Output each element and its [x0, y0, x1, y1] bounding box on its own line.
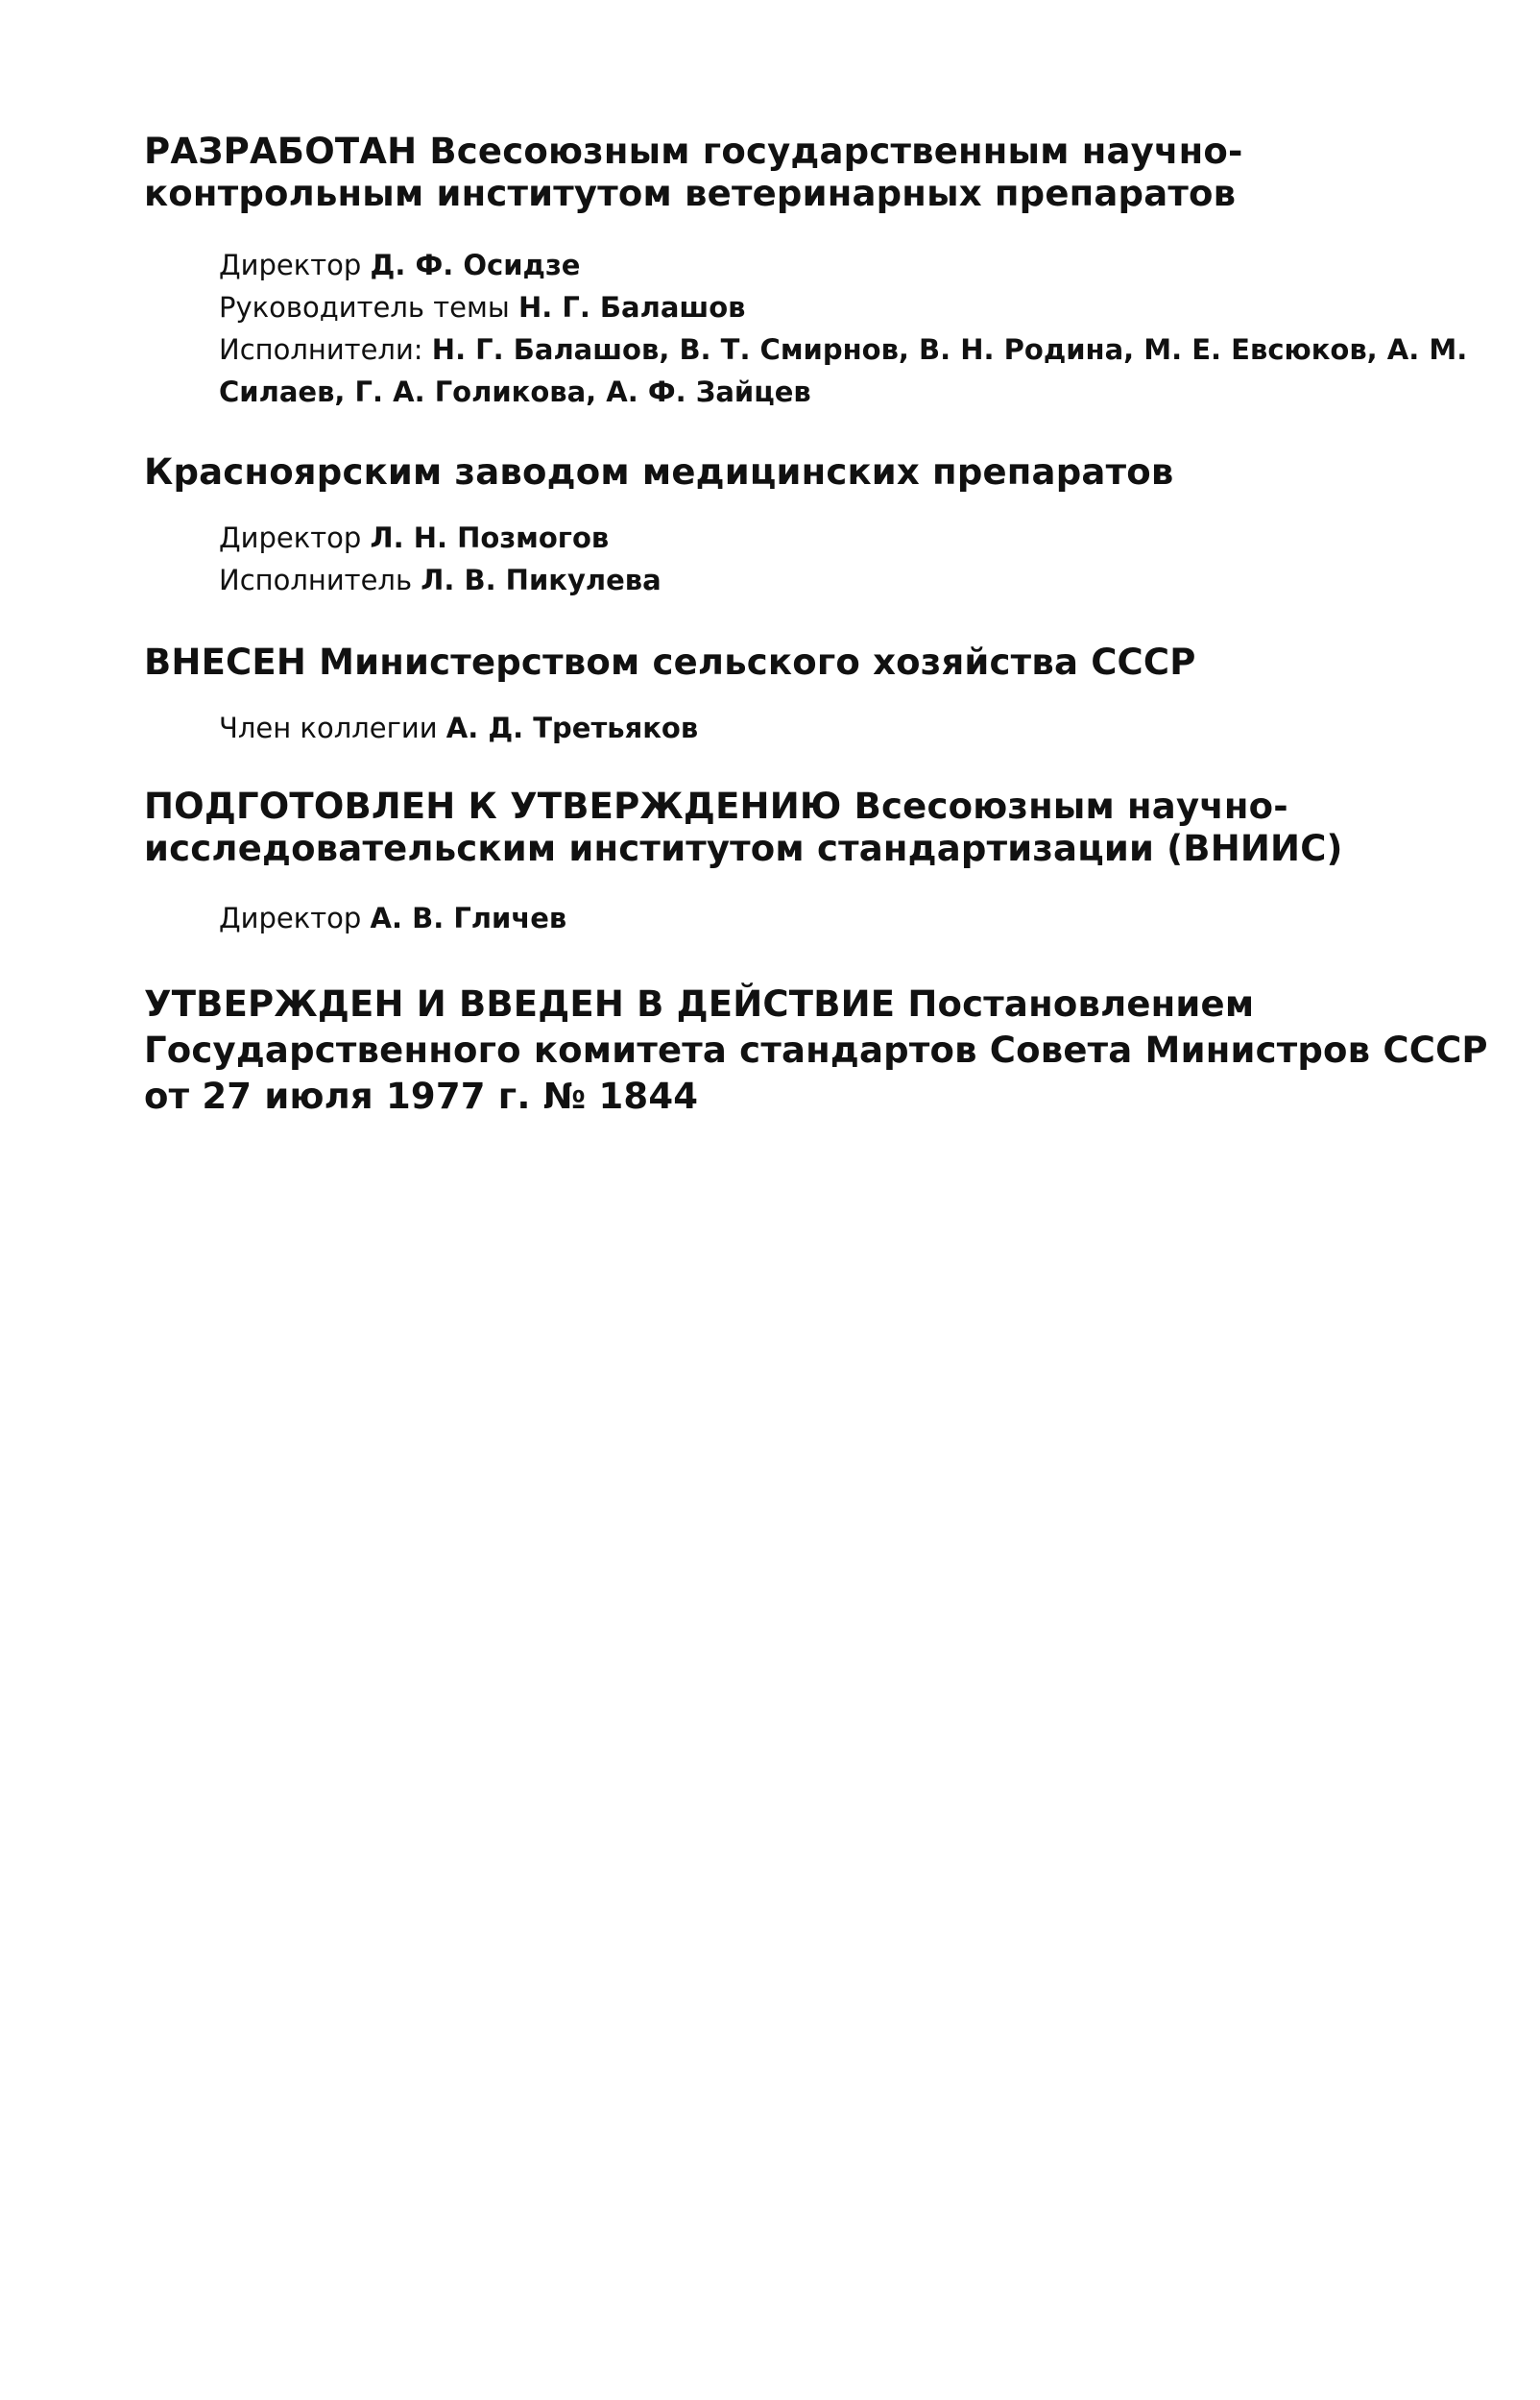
section-heading: [144, 642, 1488, 684]
section-heading: [144, 131, 1488, 215]
credit-line: [144, 707, 1488, 749]
credit-names: Л. В. Пикулева: [421, 564, 662, 596]
section-lead: ВНЕСЕН: [144, 642, 307, 683]
credit-label: Директор: [219, 249, 362, 281]
credit-label: Руководитель темы: [219, 291, 510, 324]
credit-label: Директор: [219, 902, 362, 934]
credit-names: Н. Г. Балашов, В. Т. Смирнов, В. Н. Родина, М. Е. Евсюков, А. М. Силаев, Г. А. Голикова, А. Ф. Зайцев: [219, 333, 1468, 408]
credit-names: А. Д. Третьяков: [445, 712, 699, 744]
section-krasnoyarsk: [144, 451, 1488, 601]
credit-line: [144, 559, 1488, 601]
section-submitted: [144, 642, 1488, 749]
section-text: Всесоюзным государственным научно-контрольным институтом ветеринарных препаратов: [144, 131, 1243, 214]
section-heading: [144, 982, 1488, 1120]
credit-label: Исполнитель: [219, 564, 413, 596]
section-text: Постановлением Государственного комитета стандартов Совета Министров СССР от 27 июля 1977 г. № 1844: [144, 983, 1488, 1117]
section-heading: [144, 786, 1488, 870]
credit-label: Директор: [219, 521, 362, 554]
credit-line: [144, 897, 1488, 939]
section-text: Министерством сельского хозяйства СССР: [319, 642, 1196, 683]
credit-line: [144, 517, 1488, 559]
credit-names: Н. Г. Балашов: [517, 291, 746, 324]
section-lead: ПОДГОТОВЛЕН К УТВЕРЖДЕНИЮ: [144, 786, 842, 827]
section-prepared: [144, 786, 1488, 939]
credit-label: Член коллегии: [219, 712, 438, 744]
section-heading: [144, 451, 1488, 494]
section-text: Всесоюзным научно-исследовательским институтом стандартизации (ВНИИС): [144, 786, 1343, 869]
section-approved: [144, 982, 1488, 1120]
credit-line: [144, 328, 1488, 413]
credit-names: Л. Н. Позмогов: [370, 521, 610, 554]
credit-label: Исполнители:: [219, 333, 423, 366]
section-lead: РАЗРАБОТАН: [144, 131, 418, 172]
credit-names: Д. Ф. Осидзе: [370, 249, 581, 281]
section-lead: УТВЕРЖДЕН И ВВЕДЕН В ДЕЙСТВИЕ: [144, 983, 896, 1025]
section-text: Красноярским заводом медицинских препаратов: [144, 451, 1174, 493]
section-developed: [144, 131, 1488, 413]
credit-names: А. В. Гличев: [370, 902, 567, 934]
credit-line: [144, 286, 1488, 328]
credit-line: [144, 244, 1488, 286]
